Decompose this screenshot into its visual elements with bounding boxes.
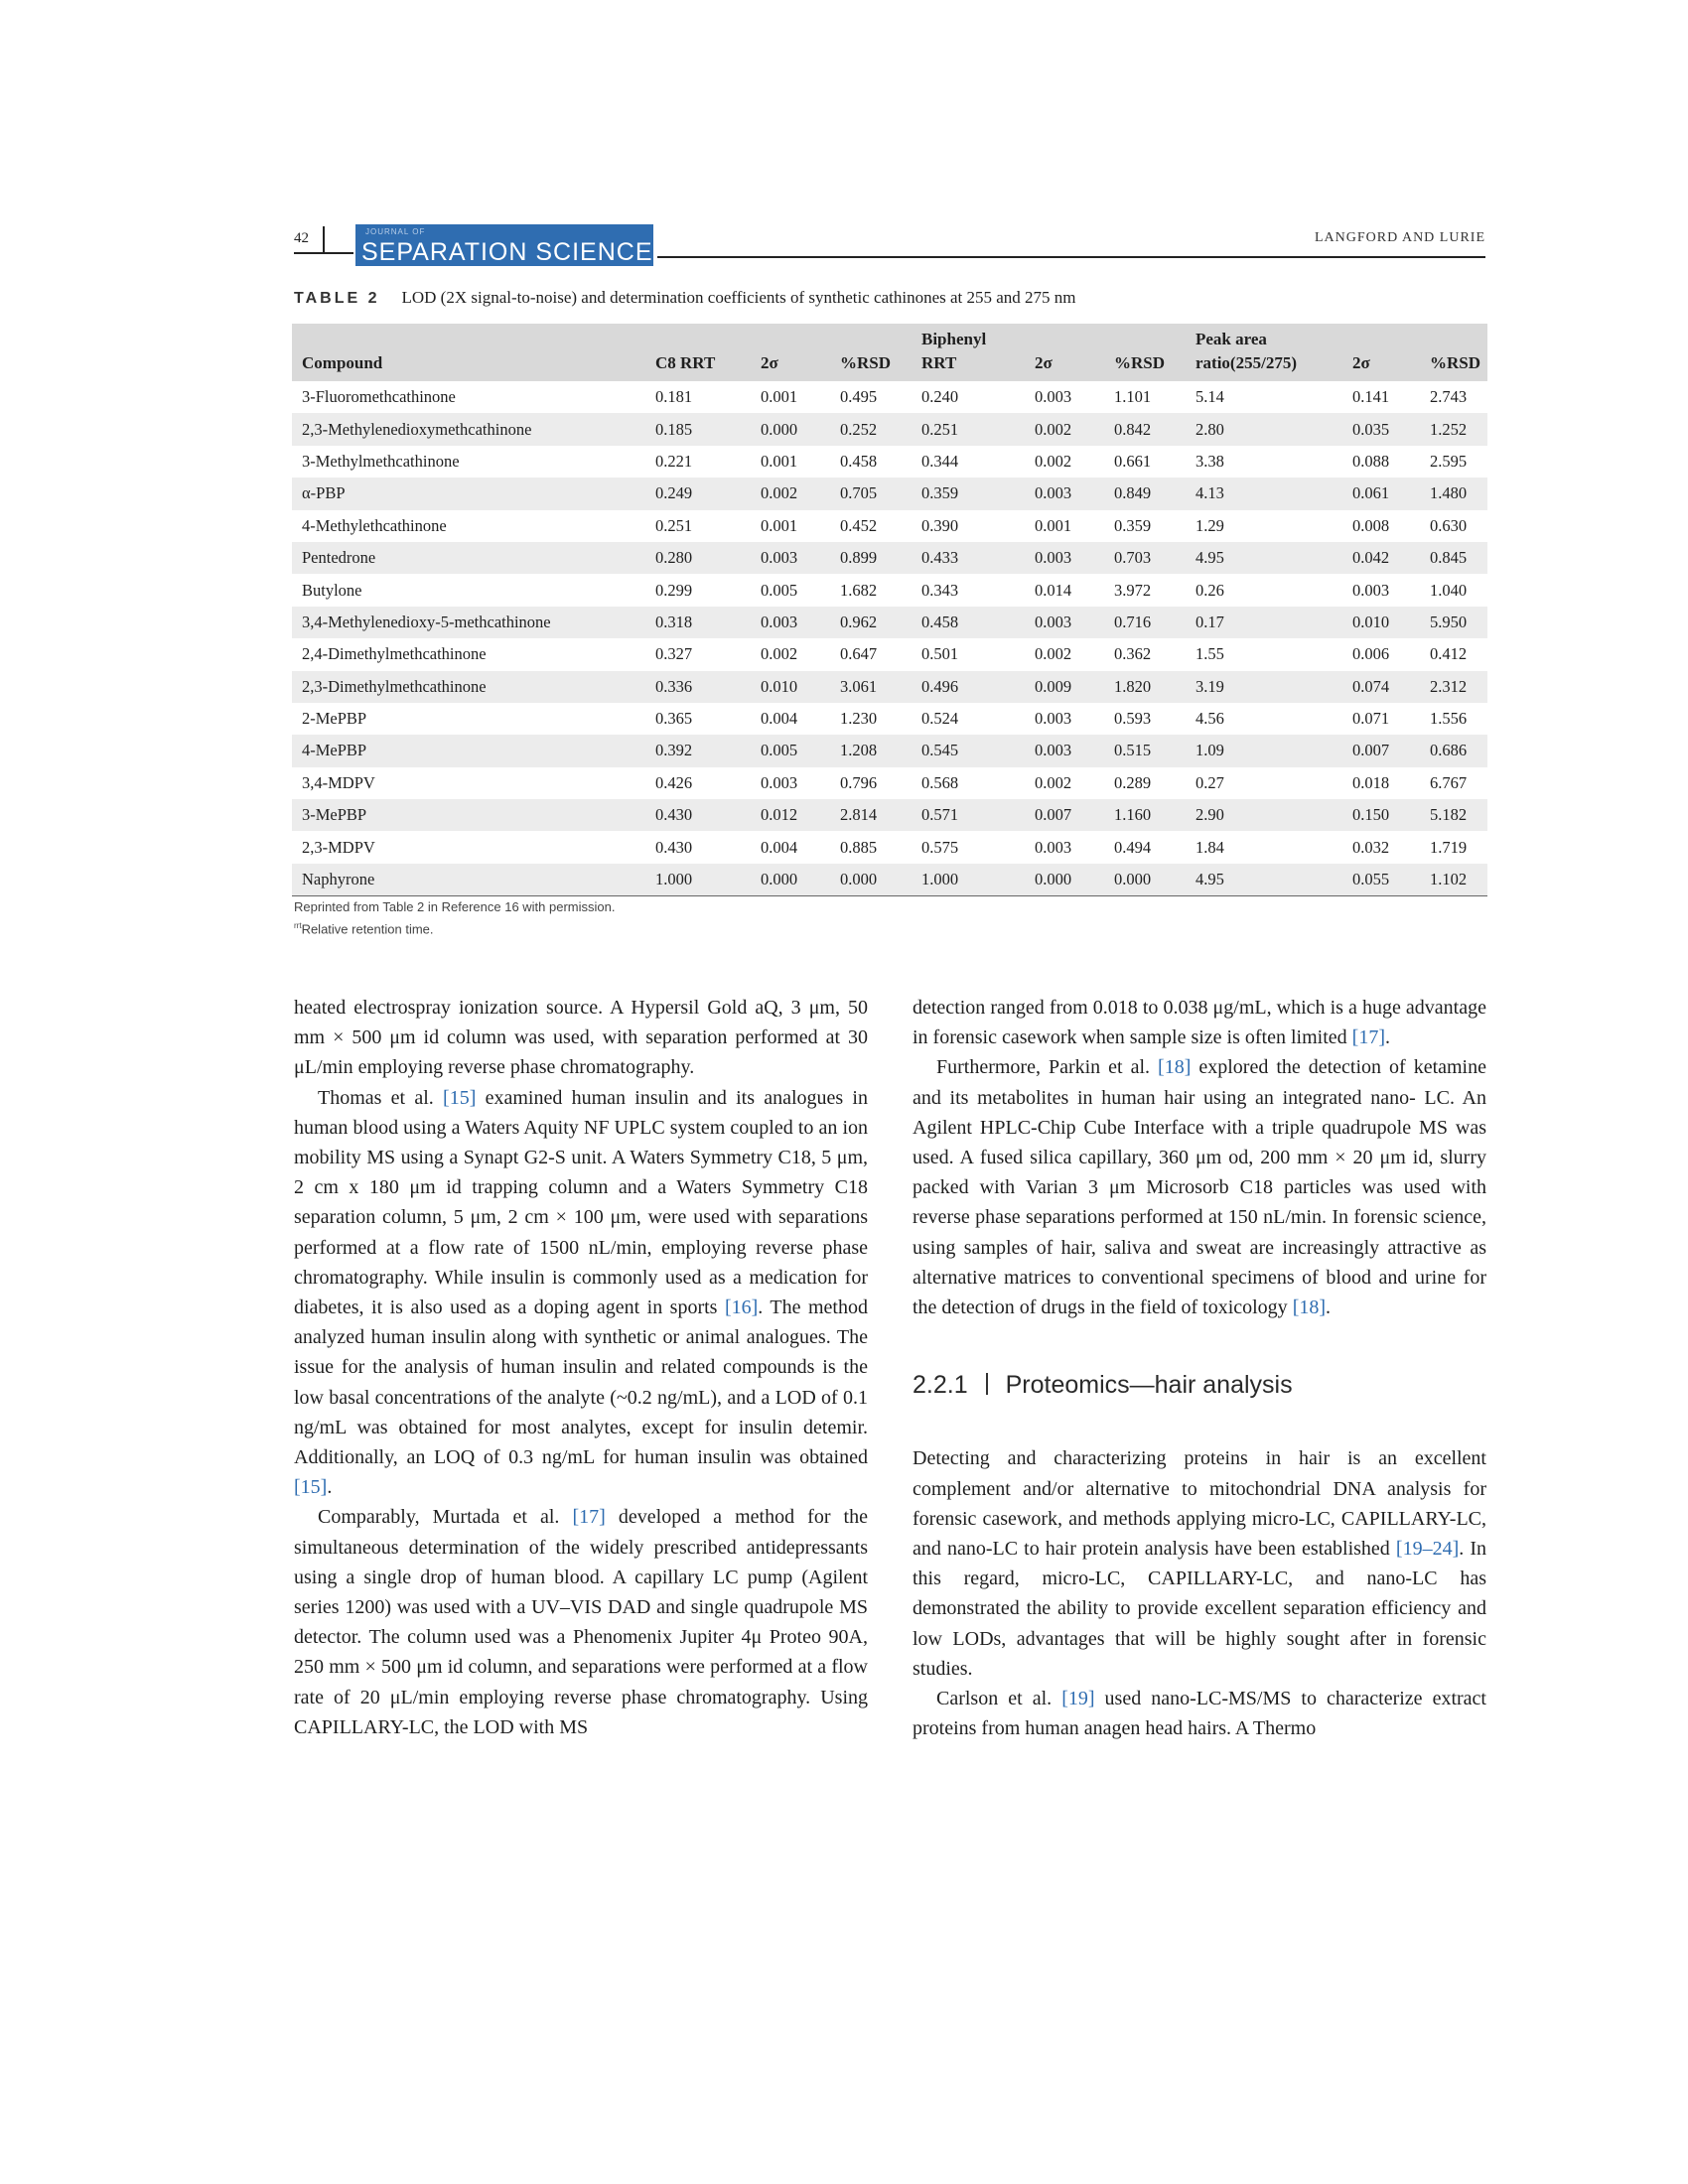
value-cell: 0.593: [1114, 709, 1152, 729]
value-cell: 0.845: [1420, 542, 1487, 574]
column-header: %RSD: [1420, 324, 1487, 381]
table-footnote-reprint: Reprinted from Table 2 in Reference 16 with permission.: [294, 899, 616, 914]
value-cell: 0.003: [751, 607, 830, 638]
value-cell: 1.719: [1430, 837, 1468, 857]
paragraph: [913, 1052, 1486, 1322]
section-title: Proteomics—hair analysis: [1005, 1371, 1293, 1400]
value-cell: 0.088: [1352, 451, 1390, 471]
citation-link[interactable]: [19–24]: [1395, 1538, 1460, 1561]
value-cell: 0.001: [761, 387, 798, 407]
value-cell: 0.001: [761, 515, 798, 535]
value-cell: 3.38: [1196, 451, 1224, 471]
value-cell: 2.595: [1430, 451, 1468, 471]
value-cell: 1.101: [1114, 387, 1152, 407]
table-row: [292, 735, 1487, 766]
value-cell: 0.289: [1114, 772, 1152, 792]
table-row: [292, 767, 1487, 799]
citation-link[interactable]: [16]: [724, 1297, 759, 1319]
value-cell: 0.796: [840, 772, 878, 792]
column-header: %RSD: [1104, 324, 1186, 381]
value-cell: 0.003: [1352, 580, 1390, 600]
value-cell: 0.501: [921, 644, 959, 664]
value-cell: 1.29: [1196, 515, 1224, 535]
table-label: TABLE 2: [294, 290, 380, 307]
value-cell: 0.251: [655, 515, 693, 535]
compound-cell: 3,4-MDPV: [302, 772, 375, 792]
value-cell: 0.524: [921, 709, 959, 729]
table-row: [292, 574, 1487, 606]
text-run: Thomas et al.: [318, 1086, 444, 1109]
paragraph: [913, 1684, 1486, 1743]
column-header: 2σ: [1342, 324, 1420, 381]
value-cell: 1.84: [1196, 837, 1224, 857]
table-row: [292, 510, 1487, 542]
compound-cell: 3-MePBP: [292, 799, 645, 831]
citation-link[interactable]: [15]: [443, 1086, 477, 1109]
table-footnote-rrt: [294, 921, 434, 936]
paragraph: [294, 1502, 868, 1742]
value-cell: 0.002: [1035, 644, 1072, 664]
paragraph: [294, 1083, 868, 1503]
table-row: [292, 542, 1487, 574]
value-cell: 0.000: [751, 864, 830, 896]
value-cell: 2.90: [1186, 799, 1342, 831]
value-cell: 0.018: [1352, 772, 1390, 792]
value-cell: 0.001: [1035, 515, 1072, 535]
value-cell: 0.426: [655, 772, 693, 792]
value-cell: 1.102: [1420, 864, 1487, 896]
value-cell: 1.230: [840, 709, 878, 729]
paragraph: heated electrospray ionization source. A Hypersil Gold aQ, 3 μm, 50 mm × 500 μm id column was used, with separation performed at 30 μL/min employing reverse phase chromatography.: [294, 997, 868, 1079]
column-header: Biphenyl RRT: [912, 324, 1025, 381]
value-cell: 0.430: [645, 799, 751, 831]
value-cell: 0.042: [1342, 542, 1420, 574]
value-cell: 1.556: [1430, 709, 1468, 729]
value-cell: 0.009: [1025, 671, 1104, 703]
table-row: [292, 638, 1487, 670]
value-cell: 4.95: [1186, 542, 1342, 574]
value-cell: 0.359: [912, 478, 1025, 509]
value-cell: 1.480: [1420, 478, 1487, 509]
value-cell: 0.26: [1196, 580, 1224, 600]
value-cell: 0.000: [830, 864, 912, 896]
value-cell: 0.141: [1352, 387, 1390, 407]
table-row: [292, 799, 1487, 831]
text-run: Furthermore, Parkin et al.: [936, 1056, 1159, 1079]
section-divider: [986, 1373, 988, 1395]
value-cell: 0.003: [1035, 709, 1072, 729]
text-run: Comparably, Murtada et al.: [318, 1506, 573, 1529]
value-cell: 0.336: [645, 671, 751, 703]
value-cell: 3.19: [1186, 671, 1342, 703]
paragraph: [913, 1443, 1486, 1684]
value-cell: 0.032: [1352, 837, 1390, 857]
value-cell: 5.182: [1420, 799, 1487, 831]
paragraph: [913, 993, 1486, 1052]
compound-cell: 4-MePBP: [292, 735, 645, 766]
compound-cell: 2-MePBP: [302, 709, 367, 729]
value-cell: 0.002: [751, 478, 830, 509]
value-cell: 0.494: [1114, 837, 1152, 857]
text-run: .: [327, 1476, 333, 1499]
header-rule: [657, 256, 1485, 258]
compound-cell: 3-Methylmethcathinone: [302, 451, 460, 471]
value-cell: 6.767: [1430, 772, 1468, 792]
compound-cell: Butylone: [302, 580, 362, 600]
value-cell: 2.814: [830, 799, 912, 831]
table-row: [292, 478, 1487, 509]
value-cell: 0.000: [1025, 864, 1104, 896]
value-cell: 2.80: [1186, 413, 1342, 445]
value-cell: 4.95: [1186, 864, 1342, 896]
value-cell: 0.061: [1342, 478, 1420, 509]
compound-cell: α-PBP: [292, 478, 645, 509]
value-cell: 5.14: [1196, 387, 1224, 407]
value-cell: 0.003: [1025, 542, 1104, 574]
value-cell: 0.412: [1430, 644, 1468, 664]
value-cell: 0.359: [1114, 515, 1152, 535]
value-cell: 0.27: [1196, 772, 1224, 792]
value-cell: 0.000: [1104, 864, 1186, 896]
value-cell: 0.661: [1114, 451, 1152, 471]
text-run: . In this regard, micro-LC, CAPILLARY-LC, and nano-LC has demonstrated the ability to provide excellent separation efficiency and low LODs, advantages that will be highly sought after in forensic studies.: [913, 1538, 1486, 1680]
column-header: C8 RRT: [645, 324, 751, 381]
value-cell: 0.568: [921, 772, 959, 792]
value-cell: 0.280: [645, 542, 751, 574]
table-row: [292, 413, 1487, 445]
value-cell: 0.885: [840, 837, 878, 857]
value-cell: 0.299: [655, 580, 693, 600]
data-table: [292, 324, 1487, 896]
text-run: developed a method for the simultaneous determination of the widely prescribed antidepressants using a single drop of human blood. A capillary LC pump (Agilent series 1200) was used with a UV–VIS DAD and single quadrupole MS detector. The column used was a Phenomenix Jupiter 4μ Proteo 90A, 250 mm × 500 μm id column, and separations were performed at a flow rate of 20 μL/min employing reverse phase chromatography. Using CAPILLARY-LC, the LOD with MS: [294, 1506, 868, 1738]
table-row: [292, 607, 1487, 638]
value-cell: 0.249: [645, 478, 751, 509]
compound-cell: 3,4-Methylenedioxy-5-methcathinone: [292, 607, 645, 638]
value-cell: 1.820: [1104, 671, 1186, 703]
value-cell: 3.061: [830, 671, 912, 703]
value-cell: 1.55: [1196, 644, 1224, 664]
citation-link[interactable]: [17]: [572, 1506, 606, 1529]
value-cell: 1.000: [912, 864, 1025, 896]
value-cell: 0.055: [1342, 864, 1420, 896]
value-cell: 0.571: [912, 799, 1025, 831]
value-cell: 0.005: [761, 580, 798, 600]
value-cell: 0.251: [912, 413, 1025, 445]
value-cell: 1.208: [830, 735, 912, 766]
value-cell: 0.003: [1025, 735, 1104, 766]
value-cell: 0.010: [751, 671, 830, 703]
text-run: .: [1326, 1297, 1332, 1319]
text-run: detection ranged from 0.018 to 0.038 μg/mL, which is a huge advantage in forensic casework when sample size is often limited: [913, 997, 1486, 1049]
text-run: examined human insulin and its analogues in human blood using a Waters Aquity NF UPLC system coupled to an ion mobility MS using a Synapt G2-S unit. A Waters Symmetry C18, 5 μm, 2 cm x 180 μm id trapping column and a Waters Symmetry C18 separation column, 5 μm, 2 cm × 100 μm, were used with separations performed at a flow rate of 1500 nL/min, employing reverse phase chromatography. While insulin is commonly used as a medication for diabetes, it is also used as a doping agent in sports: [294, 1086, 868, 1319]
journal-logo-title: SEPARATION SCIENCE: [361, 238, 653, 266]
compound-cell: 2,4-Dimethylmethcathinone: [302, 644, 487, 664]
value-cell: 0.496: [912, 671, 1025, 703]
value-cell: 0.010: [1342, 607, 1420, 638]
citation-link[interactable]: [15]: [294, 1476, 328, 1499]
value-cell: 0.390: [921, 515, 959, 535]
value-cell: 3.972: [1114, 580, 1152, 600]
compound-cell: Pentedrone: [292, 542, 645, 574]
value-cell: 1.160: [1104, 799, 1186, 831]
value-cell: 0.240: [921, 387, 959, 407]
value-cell: 0.344: [921, 451, 959, 471]
footnote-marker: rrt: [294, 921, 302, 930]
value-cell: 0.515: [1104, 735, 1186, 766]
column-header: 2σ: [751, 324, 830, 381]
value-cell: 4.56: [1196, 709, 1224, 729]
value-cell: 1.252: [1420, 413, 1487, 445]
value-cell: 0.327: [655, 644, 693, 664]
value-cell: 0.458: [912, 607, 1025, 638]
value-cell: 0.703: [1104, 542, 1186, 574]
text-run: Carlson et al.: [936, 1688, 1062, 1710]
text-run: Detecting and characterizing proteins in hair is an excellent complement and/or alternative to mitochondrial DNA analysis for forensic casework, and methods applying micro-LC, CAPILLARY-LC, and nano-LC to hair protein analysis have been established: [913, 1447, 1486, 1561]
value-cell: 0.008: [1352, 515, 1390, 535]
value-cell: 0.430: [655, 837, 693, 857]
value-cell: 0.458: [840, 451, 878, 471]
value-cell: 0.647: [840, 644, 878, 664]
value-cell: 0.365: [655, 709, 693, 729]
value-cell: 0.002: [761, 644, 798, 664]
value-cell: 1.09: [1186, 735, 1342, 766]
body-column-right: [913, 993, 1486, 1743]
value-cell: 0.003: [761, 772, 798, 792]
citation-link[interactable]: [18]: [1158, 1056, 1192, 1079]
value-cell: 0.962: [830, 607, 912, 638]
section-heading: [913, 1370, 1486, 1400]
table-body: [292, 381, 1487, 896]
value-cell: 0.899: [830, 542, 912, 574]
text-run: . The method analyzed human insulin along with synthetic or animal analogues. The issue for the analysis of human insulin and related compounds is the low basal concentrations of the analyte (~0.2 ng/mL), and a LOD of 0.1 ng/mL was obtained for most analytes, except for insulin detemir. Additionally, an LOQ of 0.3 ng/mL for human insulin was obtained: [294, 1297, 868, 1469]
value-cell: 0.004: [761, 837, 798, 857]
page-number-underline: [294, 252, 353, 254]
value-cell: 0.004: [761, 709, 798, 729]
page-number-divider: [323, 226, 325, 252]
value-cell: 0.007: [1025, 799, 1104, 831]
compound-cell: Naphyrone: [292, 864, 645, 896]
value-cell: 0.005: [751, 735, 830, 766]
value-cell: 0.495: [840, 387, 878, 407]
column-header: Compound: [292, 324, 645, 381]
value-cell: 0.003: [1035, 387, 1072, 407]
value-cell: 0.343: [921, 580, 959, 600]
text-run: .: [1384, 1026, 1390, 1049]
value-cell: 0.630: [1430, 515, 1468, 535]
journal-logo: [355, 224, 653, 266]
value-cell: 0.185: [645, 413, 751, 445]
value-cell: 0.705: [830, 478, 912, 509]
value-cell: 0.433: [912, 542, 1025, 574]
value-cell: 0.035: [1342, 413, 1420, 445]
page-number: 42: [294, 230, 309, 246]
value-cell: 0.575: [921, 837, 959, 857]
value-cell: 0.002: [1035, 772, 1072, 792]
compound-cell: 4-Methylethcathinone: [302, 515, 447, 535]
value-cell: 0.181: [655, 387, 693, 407]
value-cell: 0.007: [1342, 735, 1420, 766]
compound-cell: 2,3-MDPV: [302, 837, 375, 857]
column-header: %RSD: [830, 324, 912, 381]
value-cell: 0.006: [1352, 644, 1390, 664]
value-cell: 1.000: [645, 864, 751, 896]
value-cell: 0.849: [1104, 478, 1186, 509]
value-cell: 0.392: [645, 735, 751, 766]
value-cell: 0.002: [1025, 413, 1104, 445]
value-cell: 0.012: [751, 799, 830, 831]
value-cell: 0.003: [1025, 478, 1104, 509]
table-row: [292, 381, 1487, 413]
footnote-text: Relative retention time.: [301, 921, 434, 937]
citation-link[interactable]: [17]: [1351, 1026, 1385, 1049]
value-cell: 4.13: [1186, 478, 1342, 509]
column-header: Peak area ratio(255/275): [1186, 324, 1342, 381]
value-cell: 0.003: [1025, 607, 1104, 638]
text-run: used nano-LC-MS/MS to characterize extract proteins from human anagen head hairs. A Thermo: [913, 1688, 1486, 1740]
body-column-left: [294, 993, 868, 1742]
table-header-row: [292, 324, 1487, 381]
citation-link[interactable]: [19]: [1061, 1688, 1095, 1710]
value-cell: 0.003: [751, 542, 830, 574]
compound-cell: 3-Fluoromethcathinone: [302, 387, 456, 407]
section-number: 2.2.1: [913, 1371, 968, 1400]
value-cell: 0.17: [1186, 607, 1342, 638]
value-cell: 0.000: [751, 413, 830, 445]
value-cell: 0.074: [1342, 671, 1420, 703]
compound-cell: 2,3-Methylenedioxymethcathinone: [292, 413, 645, 445]
table-caption: [294, 288, 1485, 308]
table-row: [292, 671, 1487, 703]
value-cell: 0.716: [1104, 607, 1186, 638]
running-head-authors: LANGFORD AND LURIE: [1315, 230, 1485, 245]
value-cell: 2.312: [1420, 671, 1487, 703]
table-row: [292, 864, 1487, 896]
table-caption-text: LOD (2X signal-to-noise) and determination coefficients of synthetic cathinones at 255 and 275 nm: [401, 288, 1076, 307]
value-cell: 0.452: [840, 515, 878, 535]
value-cell: 0.071: [1352, 709, 1390, 729]
value-cell: 0.002: [1035, 451, 1072, 471]
compound-cell: 2,3-Dimethylmethcathinone: [292, 671, 645, 703]
citation-link[interactable]: [18]: [1292, 1297, 1327, 1319]
value-cell: 0.318: [645, 607, 751, 638]
value-cell: 0.221: [655, 451, 693, 471]
value-cell: 0.003: [1035, 837, 1072, 857]
journal-logo-small-text: JOURNAL OF: [365, 227, 426, 236]
value-cell: 0.014: [1035, 580, 1072, 600]
value-cell: 0.001: [761, 451, 798, 471]
value-cell: 5.950: [1420, 607, 1487, 638]
table-row: [292, 831, 1487, 863]
value-cell: 1.040: [1430, 580, 1468, 600]
value-cell: 0.362: [1114, 644, 1152, 664]
value-cell: 1.682: [840, 580, 878, 600]
page-header: [294, 220, 1485, 270]
table-row: [292, 446, 1487, 478]
value-cell: 0.545: [912, 735, 1025, 766]
value-cell: 0.150: [1342, 799, 1420, 831]
value-cell: 0.842: [1104, 413, 1186, 445]
column-header: 2σ: [1025, 324, 1104, 381]
value-cell: 2.743: [1430, 387, 1468, 407]
value-cell: 0.686: [1420, 735, 1487, 766]
table-row: [292, 703, 1487, 735]
text-run: explored the detection of ketamine and its metabolites in human hair using an integrated nano- LC. An Agilent HPLC-Chip Cube Interface with a triple quadrupole MS was used. A fused silica capillary, 360 μm od, 200 mm × 20 μm id, slurry packed with Varian 3 μm Microsorb C18 particles was used with reverse phase separations performed at 150 nL/min. In forensic science, using samples of hair, saliva and sweat are increasingly attractive as alternative matrices to conventional specimens of blood and urine for the detection of drugs in the field of toxicology: [913, 1056, 1486, 1319]
value-cell: 0.252: [830, 413, 912, 445]
